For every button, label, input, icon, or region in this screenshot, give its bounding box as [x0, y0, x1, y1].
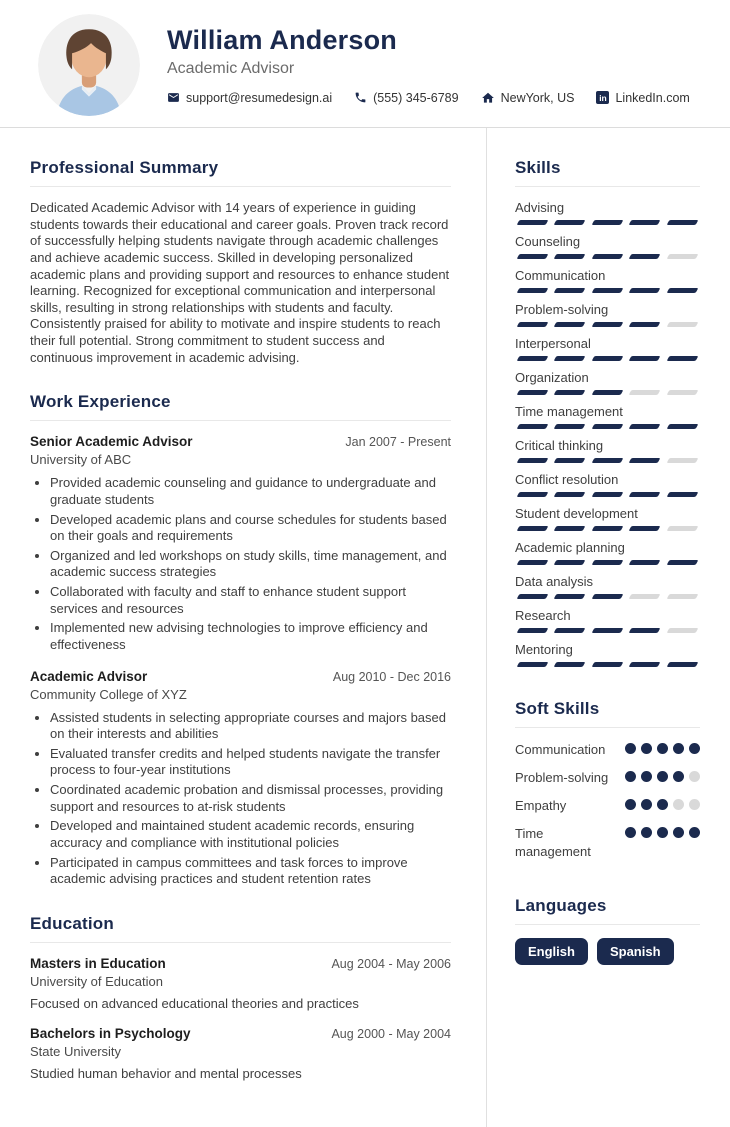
skill-bar-segment [517, 594, 549, 599]
skill-name: Counseling [515, 234, 581, 249]
skill-level-bar [515, 322, 700, 327]
soft-skill-dot [641, 799, 652, 810]
skill-bar-segment [554, 424, 586, 429]
job-entry [30, 434, 451, 653]
skill-bar-segment [666, 254, 698, 259]
languages-heading: Languages [515, 896, 700, 925]
skill-bar-segment [629, 424, 661, 429]
skill-bar-segment [517, 254, 549, 259]
skill-bar-segment [666, 424, 698, 429]
soft-skill-dot [641, 827, 652, 838]
soft-skill-row [515, 825, 700, 863]
soft-skill-dot [673, 827, 684, 838]
job-bullet: • Participated in campus committees and task forces to improve academic advising practices and student retention rates [50, 855, 451, 888]
skill-bar-segment [666, 288, 698, 293]
skill-bar-segment [666, 628, 698, 633]
skill-item [515, 404, 700, 429]
soft-skill-dot [625, 771, 636, 782]
language-badge: English [515, 938, 588, 965]
skill-name: Organization [515, 370, 589, 385]
education-dates: Aug 2000 - May 2004 [331, 1026, 451, 1041]
contact-linkedin[interactable] [596, 91, 689, 105]
skill-level-bar [515, 424, 700, 429]
skill-name: Advising [515, 200, 565, 215]
soft-skill-dots [625, 825, 700, 838]
skill-bar-segment [591, 390, 623, 395]
skill-level-bar [515, 288, 700, 293]
contact-email-text: support@resumedesign.ai [186, 90, 333, 105]
soft-skill-dot [657, 827, 668, 838]
skill-bar-segment [554, 220, 586, 225]
skill-bar-segment [517, 424, 549, 429]
skill-bar-segment [629, 526, 661, 531]
job-company: Community College of XYZ [30, 686, 187, 702]
skill-bar-segment [554, 288, 586, 293]
skill-name: Academic planning [515, 540, 625, 555]
skill-bar-segment [554, 458, 586, 463]
degree-title: Masters in Education [30, 955, 166, 971]
skill-bar-segment [517, 628, 549, 633]
skills-heading: Skills [515, 158, 700, 187]
skill-level-bar [515, 458, 700, 463]
skill-level-bar [515, 526, 700, 531]
skill-bar-segment [629, 492, 661, 497]
skill-bar-segment [591, 526, 623, 531]
linkedin-icon: in [596, 91, 609, 104]
skill-bar-segment [517, 492, 549, 497]
skill-item [515, 336, 700, 361]
job-bullet-list [50, 710, 451, 888]
skill-bar-segment [517, 356, 549, 361]
soft-skill-dot [673, 771, 684, 782]
skill-item [515, 472, 700, 497]
soft-skill-dots [625, 769, 700, 782]
skill-level-bar [515, 254, 700, 259]
skill-bar-segment [554, 254, 586, 259]
job-bullet: • Collaborated with faculty and staff to enhance student support services and resources [50, 584, 451, 617]
skill-bar-segment [629, 594, 661, 599]
contact-phone [354, 91, 458, 105]
education-description: Focused on advanced educational theories and practices [30, 995, 359, 1011]
home-icon [481, 91, 495, 105]
skill-bar-segment [629, 560, 661, 565]
languages-list [515, 938, 700, 965]
skill-bar-segment [629, 254, 661, 259]
soft-skill-name: Time management [515, 825, 591, 860]
skill-bar-segment [591, 458, 623, 463]
education-dates: Aug 2004 - May 2006 [331, 956, 451, 971]
skill-level-bar [515, 628, 700, 633]
contact-email [167, 91, 332, 105]
section-education [30, 914, 451, 1081]
skill-name: Research [515, 608, 571, 623]
skills-list [515, 200, 700, 667]
school-name: State University [30, 1043, 122, 1059]
skill-item [515, 268, 700, 293]
skill-bar-segment [666, 390, 698, 395]
degree-title: Bachelors in Psychology [30, 1025, 191, 1041]
person-title: Academic Advisor [167, 59, 295, 77]
skill-item [515, 574, 700, 599]
skill-bar-segment [554, 662, 586, 667]
skill-level-bar [515, 492, 700, 497]
skill-item [515, 370, 700, 395]
section-languages [515, 896, 700, 965]
soft-skill-dot [641, 771, 652, 782]
soft-skill-dots [625, 741, 700, 754]
skill-level-bar [515, 220, 700, 225]
skill-bar-segment [666, 492, 698, 497]
person-name: William Anderson [167, 24, 397, 55]
skill-bar-segment [517, 220, 549, 225]
job-bullet: • Assisted students in selecting appropriate courses and majors based on their interests and abilities [50, 710, 451, 743]
skill-item [515, 234, 700, 259]
skill-bar-segment [554, 322, 586, 327]
skill-bar-segment [591, 356, 623, 361]
skill-name: Data analysis [515, 574, 594, 589]
skill-bar-segment [517, 458, 549, 463]
soft-skill-name: Communication [515, 742, 606, 757]
skill-item [515, 540, 700, 565]
skill-bar-segment [517, 390, 549, 395]
skill-bar-segment [591, 322, 623, 327]
soft-skill-dot [641, 743, 652, 754]
skill-bar-segment [517, 662, 549, 667]
skill-bar-segment [554, 492, 586, 497]
section-work-experience [30, 392, 451, 888]
soft-skill-dot [657, 743, 668, 754]
skill-bar-segment [591, 424, 623, 429]
skill-bar-segment [591, 628, 623, 633]
soft-skill-dot [689, 799, 700, 810]
skill-bar-segment [591, 560, 623, 565]
skill-name: Communication [515, 268, 606, 283]
section-professional-summary [30, 158, 451, 366]
skill-bar-segment [629, 458, 661, 463]
skill-bar-segment [666, 560, 698, 565]
soft-skill-dot [625, 743, 636, 754]
skill-item [515, 608, 700, 633]
section-soft-skills [515, 699, 700, 862]
skill-bar-segment [666, 526, 698, 531]
job-bullet: • Developed and maintained student academic records, ensuring accuracy and compliance with institutional policies [50, 818, 451, 851]
skill-item [515, 642, 700, 667]
language-badge: Spanish [597, 938, 674, 965]
education-heading: Education [30, 914, 451, 943]
skill-bar-segment [554, 560, 586, 565]
job-bullet: • Developed academic plans and course schedules for students based on their goals and requirements [50, 512, 451, 545]
skill-item [515, 302, 700, 327]
job-bullet: • Provided academic counseling and guidance to undergraduate and graduate students [50, 475, 451, 508]
skill-bar-segment [554, 628, 586, 633]
job-dates: Aug 2010 - Dec 2016 [332, 669, 451, 684]
skill-bar-segment [666, 662, 698, 667]
summary-text: Dedicated Academic Advisor with 14 years of experience in guiding students towards their educational and career goals. Proven track record of successfully helping students navigate through academic challenges and achieve academic success. Skilled in developing personalized academic plans and providing support and resources to enhance student learning. Recognized for exceptional communication and interpersonal skills, resulting in strong relationships with students and faculty. Consistently praised for ability to motivate and inspire students to reach their full potential. Strong commitment to student success and continuous improvement in academic advising. [30, 200, 450, 365]
job-company: University of ABC [30, 452, 132, 468]
sidebar-column [487, 128, 730, 1127]
soft-skill-dot [625, 827, 636, 838]
skill-bar-segment [554, 390, 586, 395]
skill-level-bar [515, 594, 700, 599]
skill-name: Interpersonal [515, 336, 591, 351]
skill-level-bar [515, 662, 700, 667]
contact-location [481, 91, 575, 105]
skill-bar-segment [591, 662, 623, 667]
contact-row [167, 91, 690, 105]
skill-bar-segment [591, 220, 623, 225]
soft-skill-name: Empathy [515, 797, 567, 813]
main-column [0, 128, 487, 1127]
skill-bar-segment [591, 288, 623, 293]
soft-skill-dot [657, 799, 668, 810]
soft-skill-dot [657, 771, 668, 782]
skill-level-bar [515, 560, 700, 565]
skill-bar-segment [629, 628, 661, 633]
soft-skills-list [515, 741, 700, 862]
skill-bar-segment [554, 594, 586, 599]
soft-skill-dot [689, 827, 700, 838]
skill-bar-segment [629, 390, 661, 395]
skill-bar-segment [517, 560, 549, 565]
skill-name: Mentoring [515, 642, 573, 657]
soft-skills-heading: Soft Skills [515, 699, 700, 728]
skill-bar-segment [591, 254, 623, 259]
skill-bar-segment [591, 492, 623, 497]
skill-bar-segment [629, 322, 661, 327]
soft-skill-dot [673, 743, 684, 754]
school-name: University of Education [30, 973, 163, 989]
education-description: Studied human behavior and mental processes [30, 1065, 302, 1081]
skill-bar-segment [666, 356, 698, 361]
avatar-photo-illustration [38, 14, 140, 116]
job-title: Academic Advisor [30, 668, 148, 684]
education-entry [30, 1026, 451, 1081]
skill-name: Problem-solving [515, 302, 609, 317]
skill-bar-segment [666, 458, 698, 463]
summary-heading: Professional Summary [30, 158, 451, 187]
skill-name: Time management [515, 404, 623, 419]
skill-level-bar [515, 356, 700, 361]
skill-bar-segment [629, 288, 661, 293]
skill-bar-segment [629, 220, 661, 225]
soft-skill-dots [625, 797, 700, 810]
resume-body [0, 128, 730, 1127]
education-entry [30, 956, 451, 1011]
skill-item [515, 438, 700, 463]
job-title: Senior Academic Advisor [30, 434, 193, 450]
soft-skill-dot [689, 771, 700, 782]
skill-bar-segment [629, 356, 661, 361]
resume-header [0, 0, 730, 128]
skill-name: Student development [515, 506, 638, 521]
skill-item [515, 506, 700, 531]
job-dates: Jan 2007 - Present [345, 435, 451, 450]
job-entry [30, 669, 451, 888]
avatar [38, 14, 140, 116]
contact-linkedin-text: LinkedIn.com [615, 90, 690, 105]
skill-bar-segment [629, 662, 661, 667]
soft-skill-row [515, 741, 700, 760]
skill-bar-segment [666, 594, 698, 599]
skill-bar-segment [666, 220, 698, 225]
soft-skill-dot [625, 799, 636, 810]
phone-icon [354, 91, 367, 104]
skill-name: Conflict resolution [515, 472, 619, 487]
skill-bar-segment [517, 322, 549, 327]
experience-heading: Work Experience [30, 392, 451, 421]
job-bullet: • Coordinated academic probation and dismissal processes, providing support and resources to at-risk students [50, 782, 451, 815]
skill-bar-segment [517, 526, 549, 531]
email-icon [167, 91, 180, 104]
job-bullet: • Implemented new advising technologies to improve efficiency and effectiveness [50, 620, 451, 653]
contact-phone-text: (555) 345-6789 [373, 90, 459, 105]
skill-bar-segment [591, 594, 623, 599]
soft-skill-dot [689, 743, 700, 754]
soft-skill-dot [673, 799, 684, 810]
skill-item [515, 200, 700, 225]
soft-skill-name: Problem-solving [515, 769, 609, 785]
job-bullet: • Evaluated transfer credits and helped students navigate the transfer process to four-year institutions [50, 746, 451, 779]
soft-skill-row [515, 797, 700, 816]
soft-skill-row [515, 769, 700, 788]
contact-location-text: NewYork, US [500, 90, 575, 105]
job-bullet-list [50, 475, 451, 653]
job-bullet: • Organized and led workshops on study skills, time management, and academic success strategies [50, 548, 451, 581]
skill-bar-segment [554, 526, 586, 531]
skill-bar-segment [666, 322, 698, 327]
skill-name: Critical thinking [515, 438, 604, 453]
section-skills [515, 158, 700, 667]
skill-bar-segment [517, 288, 549, 293]
skill-bar-segment [554, 356, 586, 361]
skill-level-bar [515, 390, 700, 395]
